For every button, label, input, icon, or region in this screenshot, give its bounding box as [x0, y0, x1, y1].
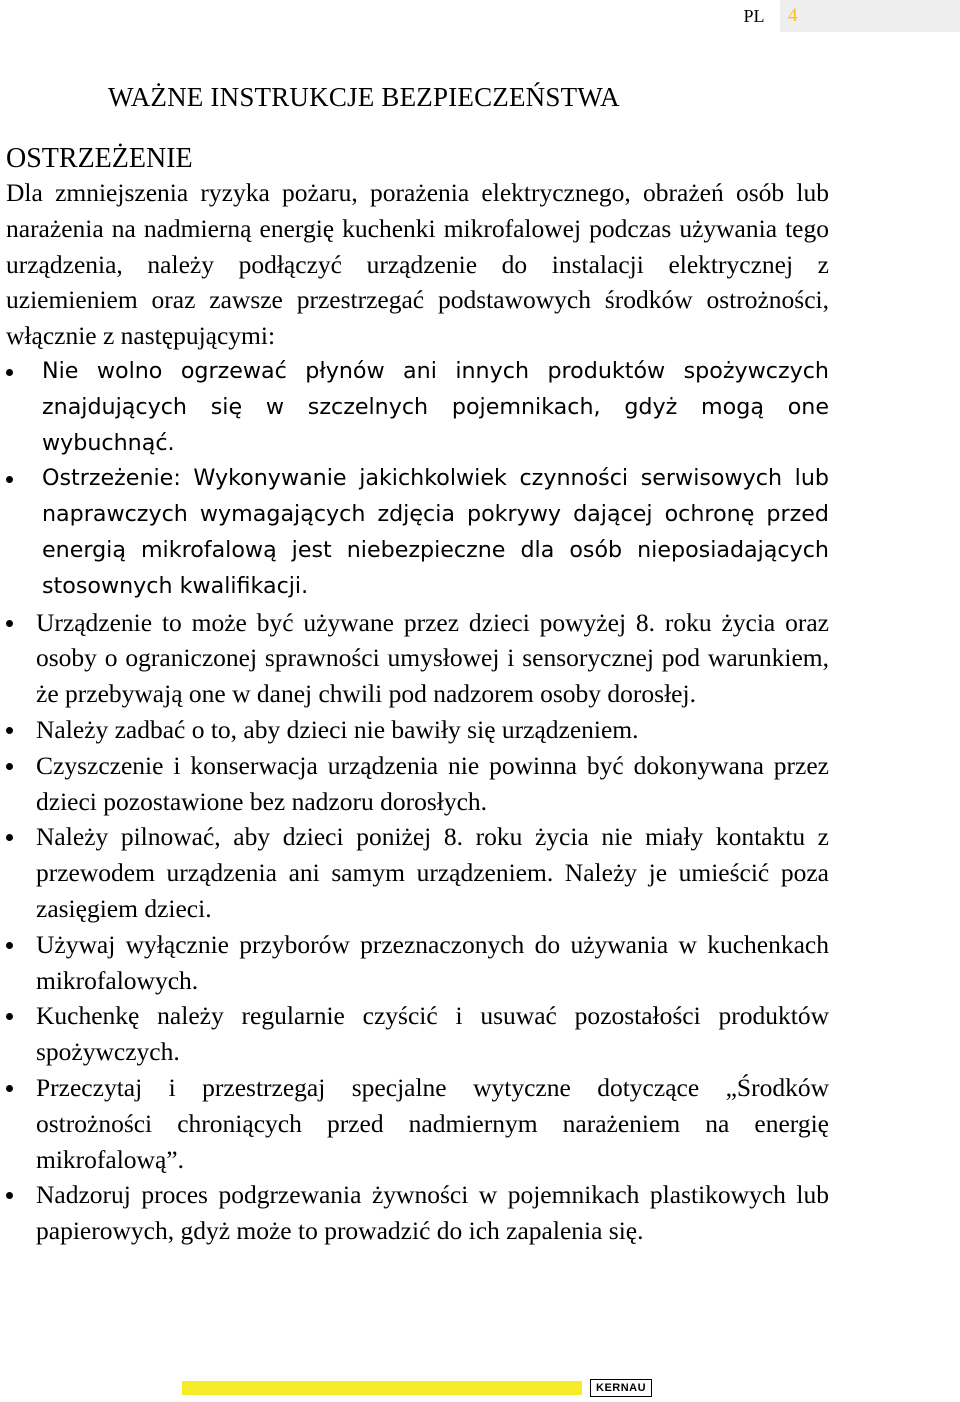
list-item-text: Kuchenkę należy regularnie czyścić i usuwać pozostałości produktów spożywczych.: [36, 1001, 829, 1067]
list-item: [6, 1177, 829, 1249]
brand-logo-text: KERNAU: [596, 1382, 647, 1394]
list-item: [6, 927, 829, 999]
list-item: [6, 354, 829, 461]
list-item: [6, 998, 829, 1070]
page-title: WAŻNE INSTRUKCJE BEZPIECZEŃSTWA: [108, 82, 620, 112]
footer-accent-bar: [182, 1381, 582, 1395]
list-item: [6, 712, 829, 748]
safety-content: [6, 140, 829, 1249]
bullet-icon: [6, 763, 13, 770]
list-item: [6, 748, 829, 820]
bullet-icon: [6, 727, 13, 734]
list-item-text: Nie wolno ogrzewać płynów ani innych produktów spożywczych znajdujących się w szczelnych pojemnikach, gdyż mogą one wybuchnąć.: [42, 357, 829, 456]
list-item-text: Przeczytaj i przestrzegaj specjalne wytyczne dotyczące „Środków ostrożności chroniących przed nadmiernym narażeniem na energię mikrofalową”.: [36, 1072, 829, 1174]
bullet-icon: [6, 1085, 13, 1092]
language-code: PL: [743, 5, 765, 26]
bullet-icon: [6, 834, 13, 841]
page-footer: [182, 1380, 652, 1396]
warning-intro: Dla zmniejszenia ryzyka pożaru, porażenia elektrycznego, obrażeń osób lub narażenia na nadmierną energię kuchenki mikrofalowej podczas używania tego urządzenia, należy podłączyć urządzenie do instalacji elektrycznej z uziemieniem oraz zawsze przestrzegać podstawowych środków ostrożności, włącznie z następującymi:: [6, 178, 829, 351]
brand-logo: [590, 1379, 652, 1397]
bullet-icon: [6, 476, 13, 483]
list-item-text: Należy pilnować, aby dzieci poniżej 8. roku życia nie miały kontaktu z przewodem urządzenia ani samym urządzeniem. Należy je umieścić poza zasięgiem dzieci.: [36, 822, 829, 923]
bullet-icon: [6, 620, 13, 627]
bullet-icon: [6, 369, 13, 376]
list-item-text: Używaj wyłącznie przyborów przeznaczonych do używania w kuchenkach mikrofalowych.: [36, 929, 829, 995]
list-item: [6, 605, 829, 712]
list-item-text: Nadzoruj proces podgrzewania żywności w pojemnikach plastikowych lub papierowych, gdyż może to prowadzić do ich zapalenia się.: [36, 1180, 829, 1246]
safety-list: [6, 354, 829, 1249]
list-item-text: Ostrzeżenie: Wykonywanie jakichkolwiek czynności serwisowych lub naprawczych wymagających zdjęcia pokrywy dającej ochronę przed energią mikrofalową jest niebezpieczne dla osób nieposiadających stosownych kwalifikacji.: [42, 465, 829, 599]
list-item-text: Czyszczenie i konserwacja urządzenia nie powinna być dokonywana przez dzieci pozostawione bez nadzoru dorosłych.: [36, 750, 829, 816]
bullet-icon: [6, 942, 13, 949]
page-number-box: [780, 0, 960, 32]
bullet-icon: [6, 1192, 13, 1199]
warning-heading: OSTRZEŻENIE: [6, 143, 193, 174]
page-number: 4: [788, 5, 798, 26]
list-item: [6, 461, 829, 604]
list-item-text: Urządzenie to może być używane przez dzieci powyżej 8. roku życia oraz osoby o ograniczonej sprawności umysłowej i sensorycznej pod warunkiem, że przebywają one w danej chwili pod nadzorem osoby dorosłej.: [36, 607, 829, 709]
list-item: [6, 819, 829, 926]
list-item: [6, 1070, 829, 1177]
bullet-icon: [6, 1013, 13, 1020]
list-item-text: Należy zadbać o to, aby dzieci nie bawiły się urządzeniem.: [36, 714, 639, 744]
page-header: [728, 0, 960, 32]
